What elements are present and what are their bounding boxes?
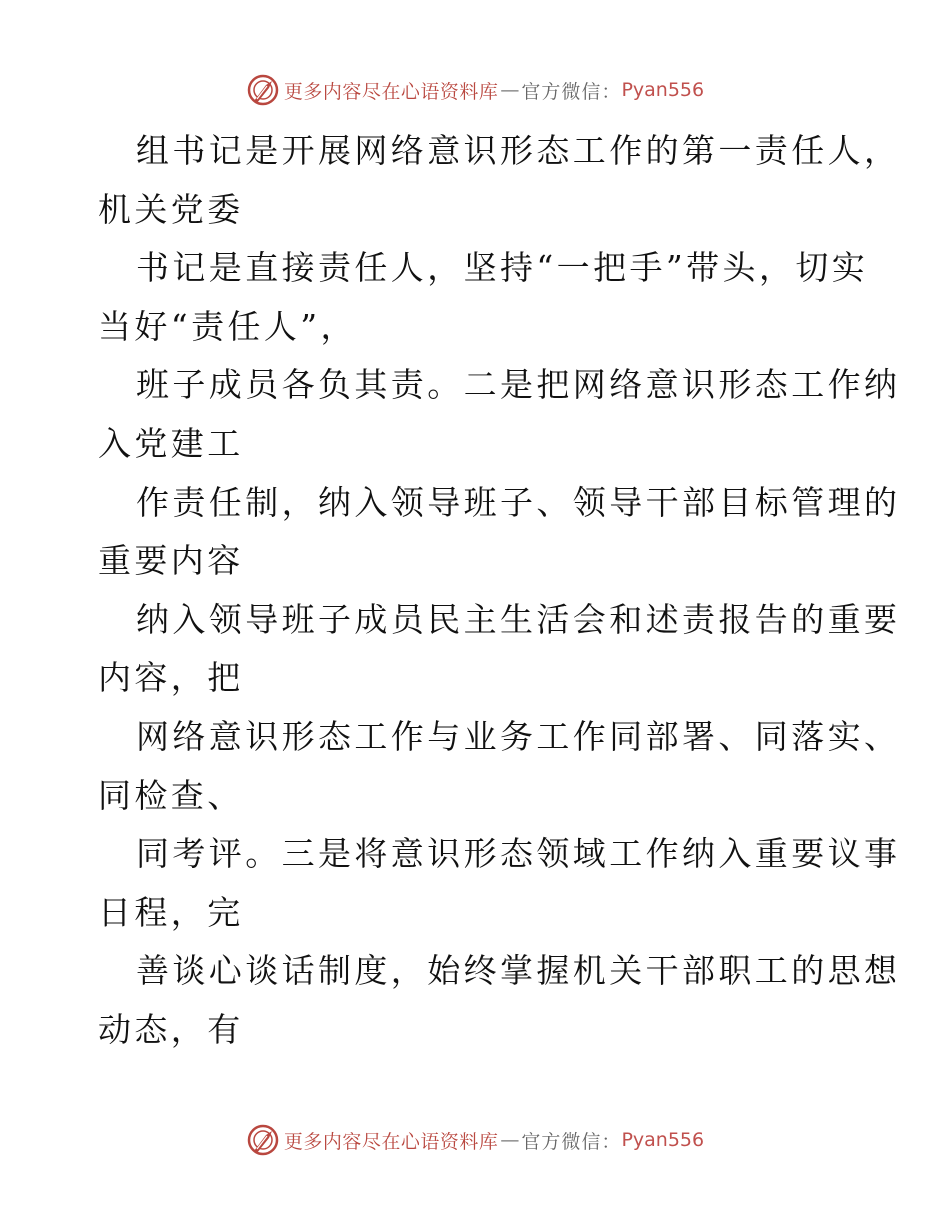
- body-line: 当好“责任人”，: [98, 306, 357, 346]
- body-line: 内容，把: [98, 658, 244, 698]
- body-line: 同考评。三是将意识形态领域工作纳入重要议事: [136, 834, 901, 874]
- body-line: 入党建工: [98, 423, 244, 463]
- pen-nib-logo-icon: [246, 73, 280, 107]
- body-line: 网络意识形态工作与业务工作同部署、同落实、: [136, 716, 901, 756]
- body-line: 动态，有: [98, 1009, 244, 1049]
- header-dash: —: [500, 79, 520, 101]
- body-line: 作责任制，纳入领导班子、领导干部目标管理的: [136, 482, 901, 522]
- body-line: 日程，完: [98, 892, 244, 932]
- footer-brand-text: 更多内容尽在心语资料库: [283, 1130, 499, 1153]
- body-line: 机关党委: [98, 189, 244, 229]
- body-line: 同检查、: [98, 775, 244, 815]
- body-line: 组书记是开展网络意识形态工作的第一责任人，: [136, 131, 901, 170]
- body-line: 重要内容: [98, 541, 244, 581]
- footer-dash: —: [500, 1129, 520, 1151]
- header-wechat-label: 官方微信：: [521, 80, 622, 103]
- document-body: [98, 122, 901, 1060]
- body-line: 纳入领导班子成员民主生活会和述责报告的重要: [136, 599, 901, 639]
- footer-wechat-label: 官方微信：: [521, 1130, 622, 1153]
- header-wechat-id: Pyan556: [621, 79, 705, 101]
- pen-nib-logo-icon: [246, 1123, 280, 1157]
- footer-banner: [0, 1120, 950, 1160]
- footer-wechat-id: Pyan556: [621, 1129, 705, 1151]
- header-brand-text: 更多内容尽在心语资料库: [283, 80, 499, 103]
- body-line: 班子成员各负其责。二是把网络意识形态工作纳: [136, 365, 901, 405]
- body-line: 善谈心谈话制度，始终掌握机关干部职工的思想: [136, 951, 901, 991]
- header-banner: [0, 70, 950, 110]
- body-line: 书记是直接责任人，坚持“一把手”带头，切实: [136, 248, 869, 288]
